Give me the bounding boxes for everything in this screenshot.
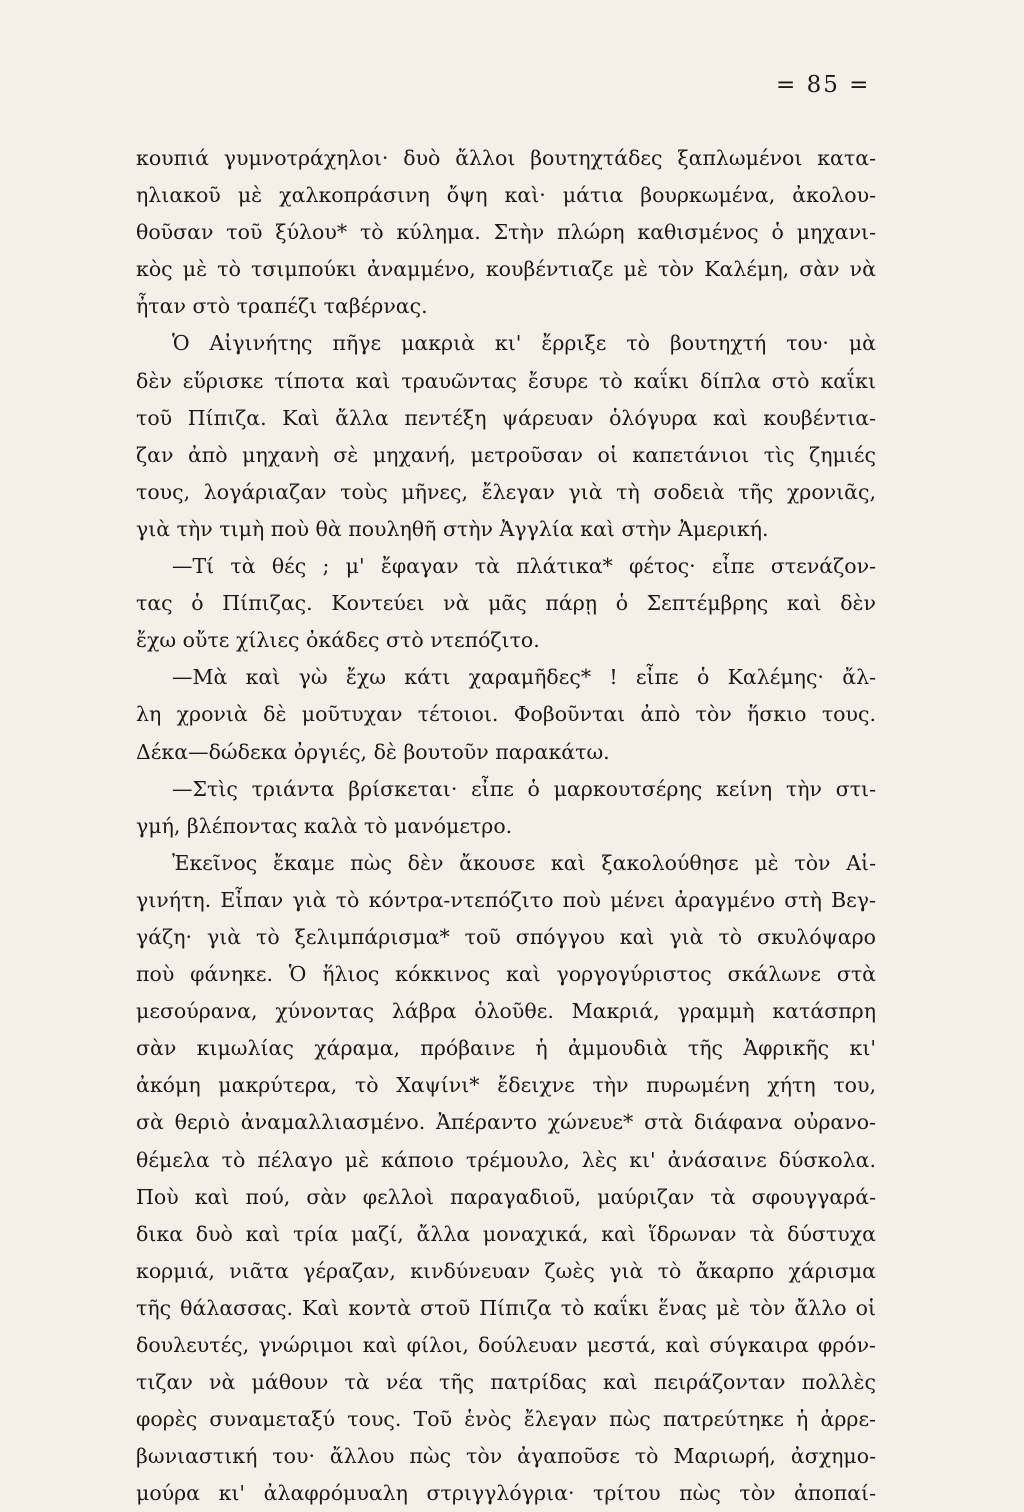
text-line: τιζαν νὰ μάθουν τὰ νέα τῆς πατρίδας καὶ πειράζονταν πολλὲς: [136, 1370, 876, 1395]
text-line: Ἐκεῖνος ἔκαμε πὼς δὲν ἄκουσε καὶ ξακολούθησε μὲ τὸν Αἰ-: [172, 850, 876, 875]
text-line: φορὲς συναμεταξύ τους. Τοῦ ἑνὸς ἔλεγαν πὼς πατρεύτηκε ἡ ἀρρε-: [136, 1407, 876, 1432]
body-text: [136, 140, 876, 1512]
text-line: τοῦ Πίπιζα. Καὶ ἄλλα πεντέξη ψάρευαν ὁλόγυρα καὶ κουβέντια-: [136, 405, 876, 430]
text-line: —Τί τὰ θές ; μ' ἔφαγαν τὰ πλάτικα* φέτος· εἶπε στενάζον-: [172, 554, 876, 579]
text-line: ἔχω οὔτε χίλιες ὀκάδες στὸ ντεπόζιτο.: [136, 628, 540, 653]
text-line: δὲν εὕρισκε τίποτα καὶ τραυῶντας ἔσυρε τὸ καΐκι δίπλα στὸ καΐκι: [136, 368, 876, 393]
text-line: γιὰ τὴν τιμὴ ποὺ θὰ πουληθῆ στὴν Ἀγγλία καὶ στὴν Ἀμερική.: [136, 516, 769, 541]
text-line: —Στὶς τριάντα βρίσκεται· εἶπε ὁ μαρκουτσέρης κείνη τὴν στι-: [172, 776, 876, 801]
text-line: θέμελα τὸ πέλαγο μὲ κάποιο τρέμουλο, λὲς κι' ἀνάσαινε δύσκολα.: [136, 1147, 876, 1172]
text-line: μεσούρανα, χύνοντας λάβρα ὁλοῦθε. Μακριά, γραμμὴ κατάσπρη: [136, 999, 876, 1024]
text-line: ποὺ φάνηκε. Ὁ ἥλιος κόκκινος καὶ γοργογύριστος σκάλωνε στὰ: [136, 962, 876, 987]
text-line: γάζη· γιὰ τὸ ξελιμπάρισμα* τοῦ σπόγγου καὶ γιὰ τὸ σκυλόψαρο: [136, 924, 876, 949]
text-line: λη χρονιὰ δὲ μοῦτυχαν τέτοιοι. Φοβοῦνται ἀπὸ τὸν ἥσκιο τους.: [136, 702, 876, 727]
text-line: θοῦσαν τοῦ ξύλου* τὸ κύλημα. Στὴν πλώρη καθισμένος ὁ μηχανι-: [136, 220, 876, 245]
text-line: κορμιά, νιᾶτα γέραζαν, κινδύνευαν ζωὲς γιὰ τὸ ἄκαρπο χάρισμα: [136, 1258, 876, 1283]
text-line: βωνιαστική του· ἄλλου πὼς τὸν ἀγαποῦσε τὸ Μαριωρή, ἀσχημο-: [136, 1444, 876, 1469]
text-line: κὸς μὲ τὸ τσιμπούκι ἀναμμένο, κουβέντιαζε μὲ τὸν Καλέμη, σὰν νὰ: [136, 257, 876, 282]
text-line: τας ὁ Πίπιζας. Κοντεύει νὰ μᾶς πάρῃ ὁ Σεπτέμβρης καὶ δὲν: [136, 591, 876, 616]
text-line: κουπιά γυμνοτράχηλοι· δυὸ ἄλλοι βουτηχτάδες ξαπλωμένοι κατα-: [136, 146, 876, 170]
text-line: τους, λογάριαζαν τοὺς μῆνες, ἔλεγαν γιὰ τὴ σοδειὰ τῆς χρονιᾶς,: [136, 479, 876, 504]
text-line: ἦταν στὸ τραπέζι ταβέρνας.: [136, 294, 428, 319]
text-line: γμή, βλέποντας καλὰ τὸ μανόμετρο.: [136, 813, 513, 838]
text-line: δικα δυὸ καὶ τρία μαζί, ἄλλα μοναχικά, καὶ ἵδρωναν τὰ δύστυχα: [136, 1221, 876, 1246]
text-line: Ὁ Αἰγινήτης πῆγε μακριὰ κι' ἔρριξε τὸ βουτηχτή του· μὰ: [172, 331, 876, 356]
text-line: —Μὰ καὶ γὼ ἔχω κάτι χαραμῆδες* ! εἶπε ὁ Καλέμης· ἄλ-: [172, 665, 876, 690]
text-line: ζαν ἀπὸ μηχανὴ σὲ μηχανή, μετροῦσαν οἱ καπετάνιοι τὶς ζημιές: [136, 442, 876, 467]
page-number: = 85 =: [776, 72, 871, 98]
text-line: σὰ θεριὸ ἀναμαλλιασμένο. Ἀπέραντο χώνευε* στὰ διάφανα οὐρανο-: [136, 1110, 876, 1135]
text-line: τῆς θάλασσας. Καὶ κοντὰ στοῦ Πίπιζα τὸ καΐκι ἕνας μὲ τὸν ἄλλο οἱ: [136, 1295, 876, 1320]
text-line: σὰν κιμωλίας χάραμα, πρόβαινε ἡ ἀμμουδιὰ τῆς Ἀφρικῆς κι': [136, 1036, 876, 1061]
text-line: ηλιακοῦ μὲ χαλκοπράσινη ὄψη καὶ· μάτια βουρκωμένα, ἀκολου-: [136, 183, 876, 208]
text-line: Ποὺ καὶ πού, σὰν φελλοὶ παραγαδιοῦ, μαύριζαν τὰ σφουγγαρά-: [136, 1184, 876, 1209]
text-line: δουλευτές, γνώριμοι καὶ φίλοι, δούλευαν μεστά, καὶ σύγκαιρα φρόν-: [136, 1333, 876, 1357]
text-line: ἀκόμη μακρύτερα, τὸ Χαψίνι* ἔδειχνε τὴν πυρωμένη χήτη του,: [136, 1073, 876, 1098]
text-line: γινήτη. Εἶπαν γιὰ τὸ κόντρα-ντεπόζιτο ποὺ μένει ἀραγμένο στὴ Βεγ-: [136, 887, 876, 912]
text-line: μούρα κι' ἀλαφρόμυαλη στριγγλόγρια· τρίτου πὼς τὸν ἀποπαί-: [136, 1481, 876, 1506]
text-line: Δέκα—δώδεκα ὀργιές, δὲ βουτοῦν παρακάτω.: [136, 739, 610, 764]
